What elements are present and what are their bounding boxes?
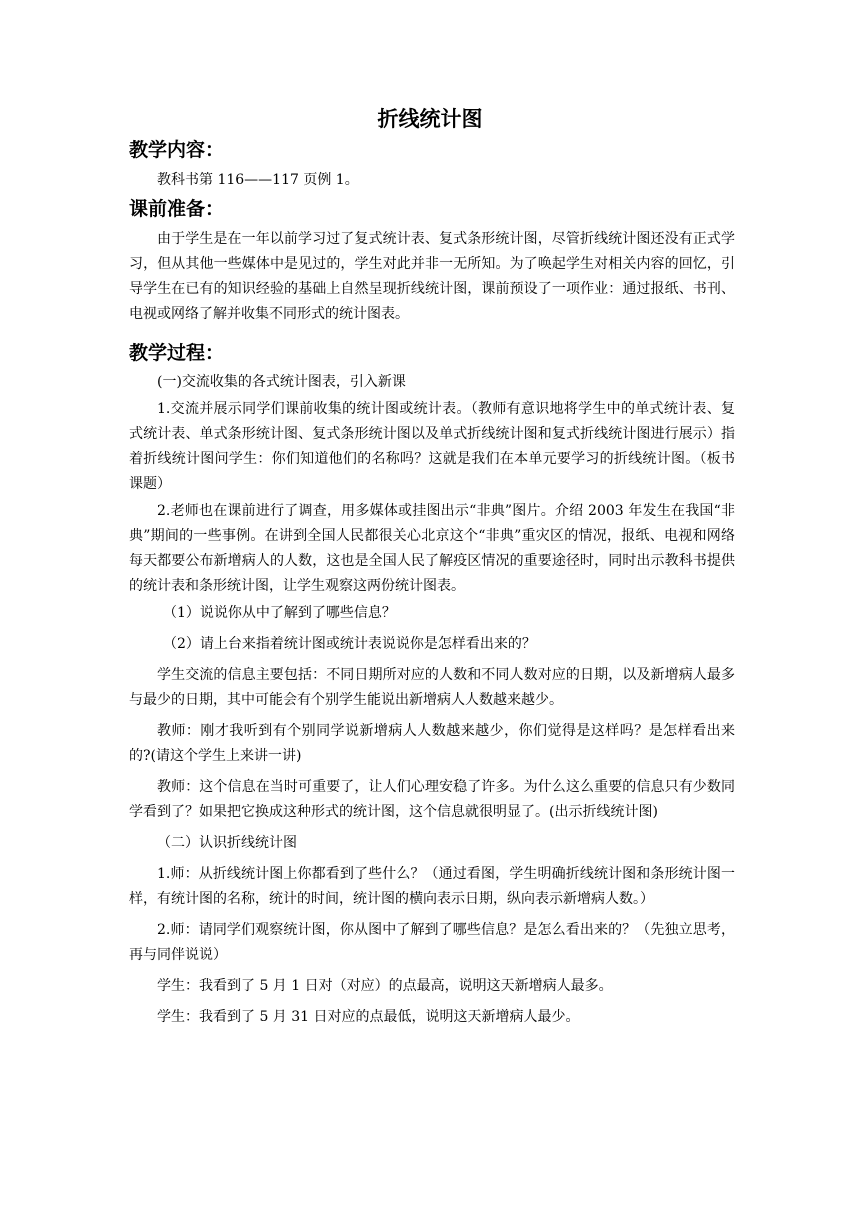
process-paragraph: （二）认识折线统计图 <box>157 835 297 851</box>
teaching-content-block <box>129 168 735 199</box>
process-paragraph: 教师：这个信息在当时可重要了，让人们心理安稳了许多。为什么这么重要的信息只有少数同学看到了？如果把它换成这种形式的统计图，这个信息就很明显了。(出示折线统计图) <box>129 779 735 820</box>
process-paragraph: （2）请上台来指着统计图或统计表说说你是怎样看出来的？ <box>163 636 536 652</box>
heading-teaching-content: 教学内容： <box>129 139 225 161</box>
process-paragraph: 2.老师也在课前进行了调查，用多媒体或挂图出示“非典”图片。介绍 2003 年发生在我国“非典”期间的一些事例。在讲到全国人民都很关心北京这个“非典”重灾区的情况，报纸、电视和网络每天都要公布新增病人的人数，这也是全国人民了解疫区情况的重要途径时，同时出示教科书提供的统计表和条形统计图，让学生观察这两份统计图表。 <box>129 503 735 594</box>
process-paragraph: 学生交流的信息主要包括：不同日期所对应的人数和不同人数对应的日期，以及新增病人最多与最少的日期，其中可能会有个别学生能说出新增病人人数越来越少。 <box>129 667 735 708</box>
process-paragraph: 1.交流并展示同学们课前收集的统计图或统计表。（教师有意识地将学生中的单式统计表、复式统计表、单式条形统计图、复式条形统计图以及单式折线统计图和复式折线统计图进行展示）指着折线统计图问学生：你们知道他们的名称吗？这就是我们在本单元要学习的折线统计图。（板书课题） <box>129 401 735 492</box>
process-paragraph: 学生：我看到了 5 月 1 日对（对应）的点最高，说明这天新增病人最多。 <box>157 978 613 994</box>
process-block <box>129 370 735 1036</box>
process-paragraph: 学生：我看到了 5 月 31 日对应的点最低，说明这天新增病人最少。 <box>157 1009 580 1025</box>
process-paragraph: 1.师：从折线统计图上你都看到了些什么？（通过看图，学生明确折线统计图和条形统计图一样，有统计图的名称，统计的时间，统计图的横向表示日期，纵向表示新增病人数。） <box>129 866 735 907</box>
teaching-content-text: 教科书第 116——117 页例 1。 <box>157 172 359 188</box>
preparation-text: 由于学生是在一年以前学习过了复式统计表、复式条形统计图，尽管折线统计图还没有正式学习，但从其他一些媒体中是见过的，学生对此并非一无所知。为了唤起学生对相关内容的回忆，引导学生在已有的知识经验的基础上自然呈现折线统计图，课前预设了一项作业：通过报纸、书刊、电视或网络了解并收集不同形式的统计图表。 <box>129 231 735 322</box>
document-title: 折线统计图 <box>377 107 483 131</box>
heading-preparation: 课前准备： <box>129 198 225 220</box>
heading-process: 教学过程： <box>129 342 225 364</box>
process-paragraph: （1）说说你从中了解到了哪些信息？ <box>163 605 396 621</box>
process-paragraph: 2.师：请同学们观察统计图，你从图中了解到了哪些信息？是怎么看出来的？（先独立思考，再与同伴说说） <box>129 922 735 963</box>
preparation-block <box>129 227 735 333</box>
process-paragraph: (一)交流收集的各式统计图表，引入新课 <box>157 374 406 390</box>
process-paragraph: 教师：刚才我听到有个别同学说新增病人人数越来越少，你们觉得是这样吗？是怎样看出来的?(请这个学生上来讲一讲) <box>129 723 735 764</box>
